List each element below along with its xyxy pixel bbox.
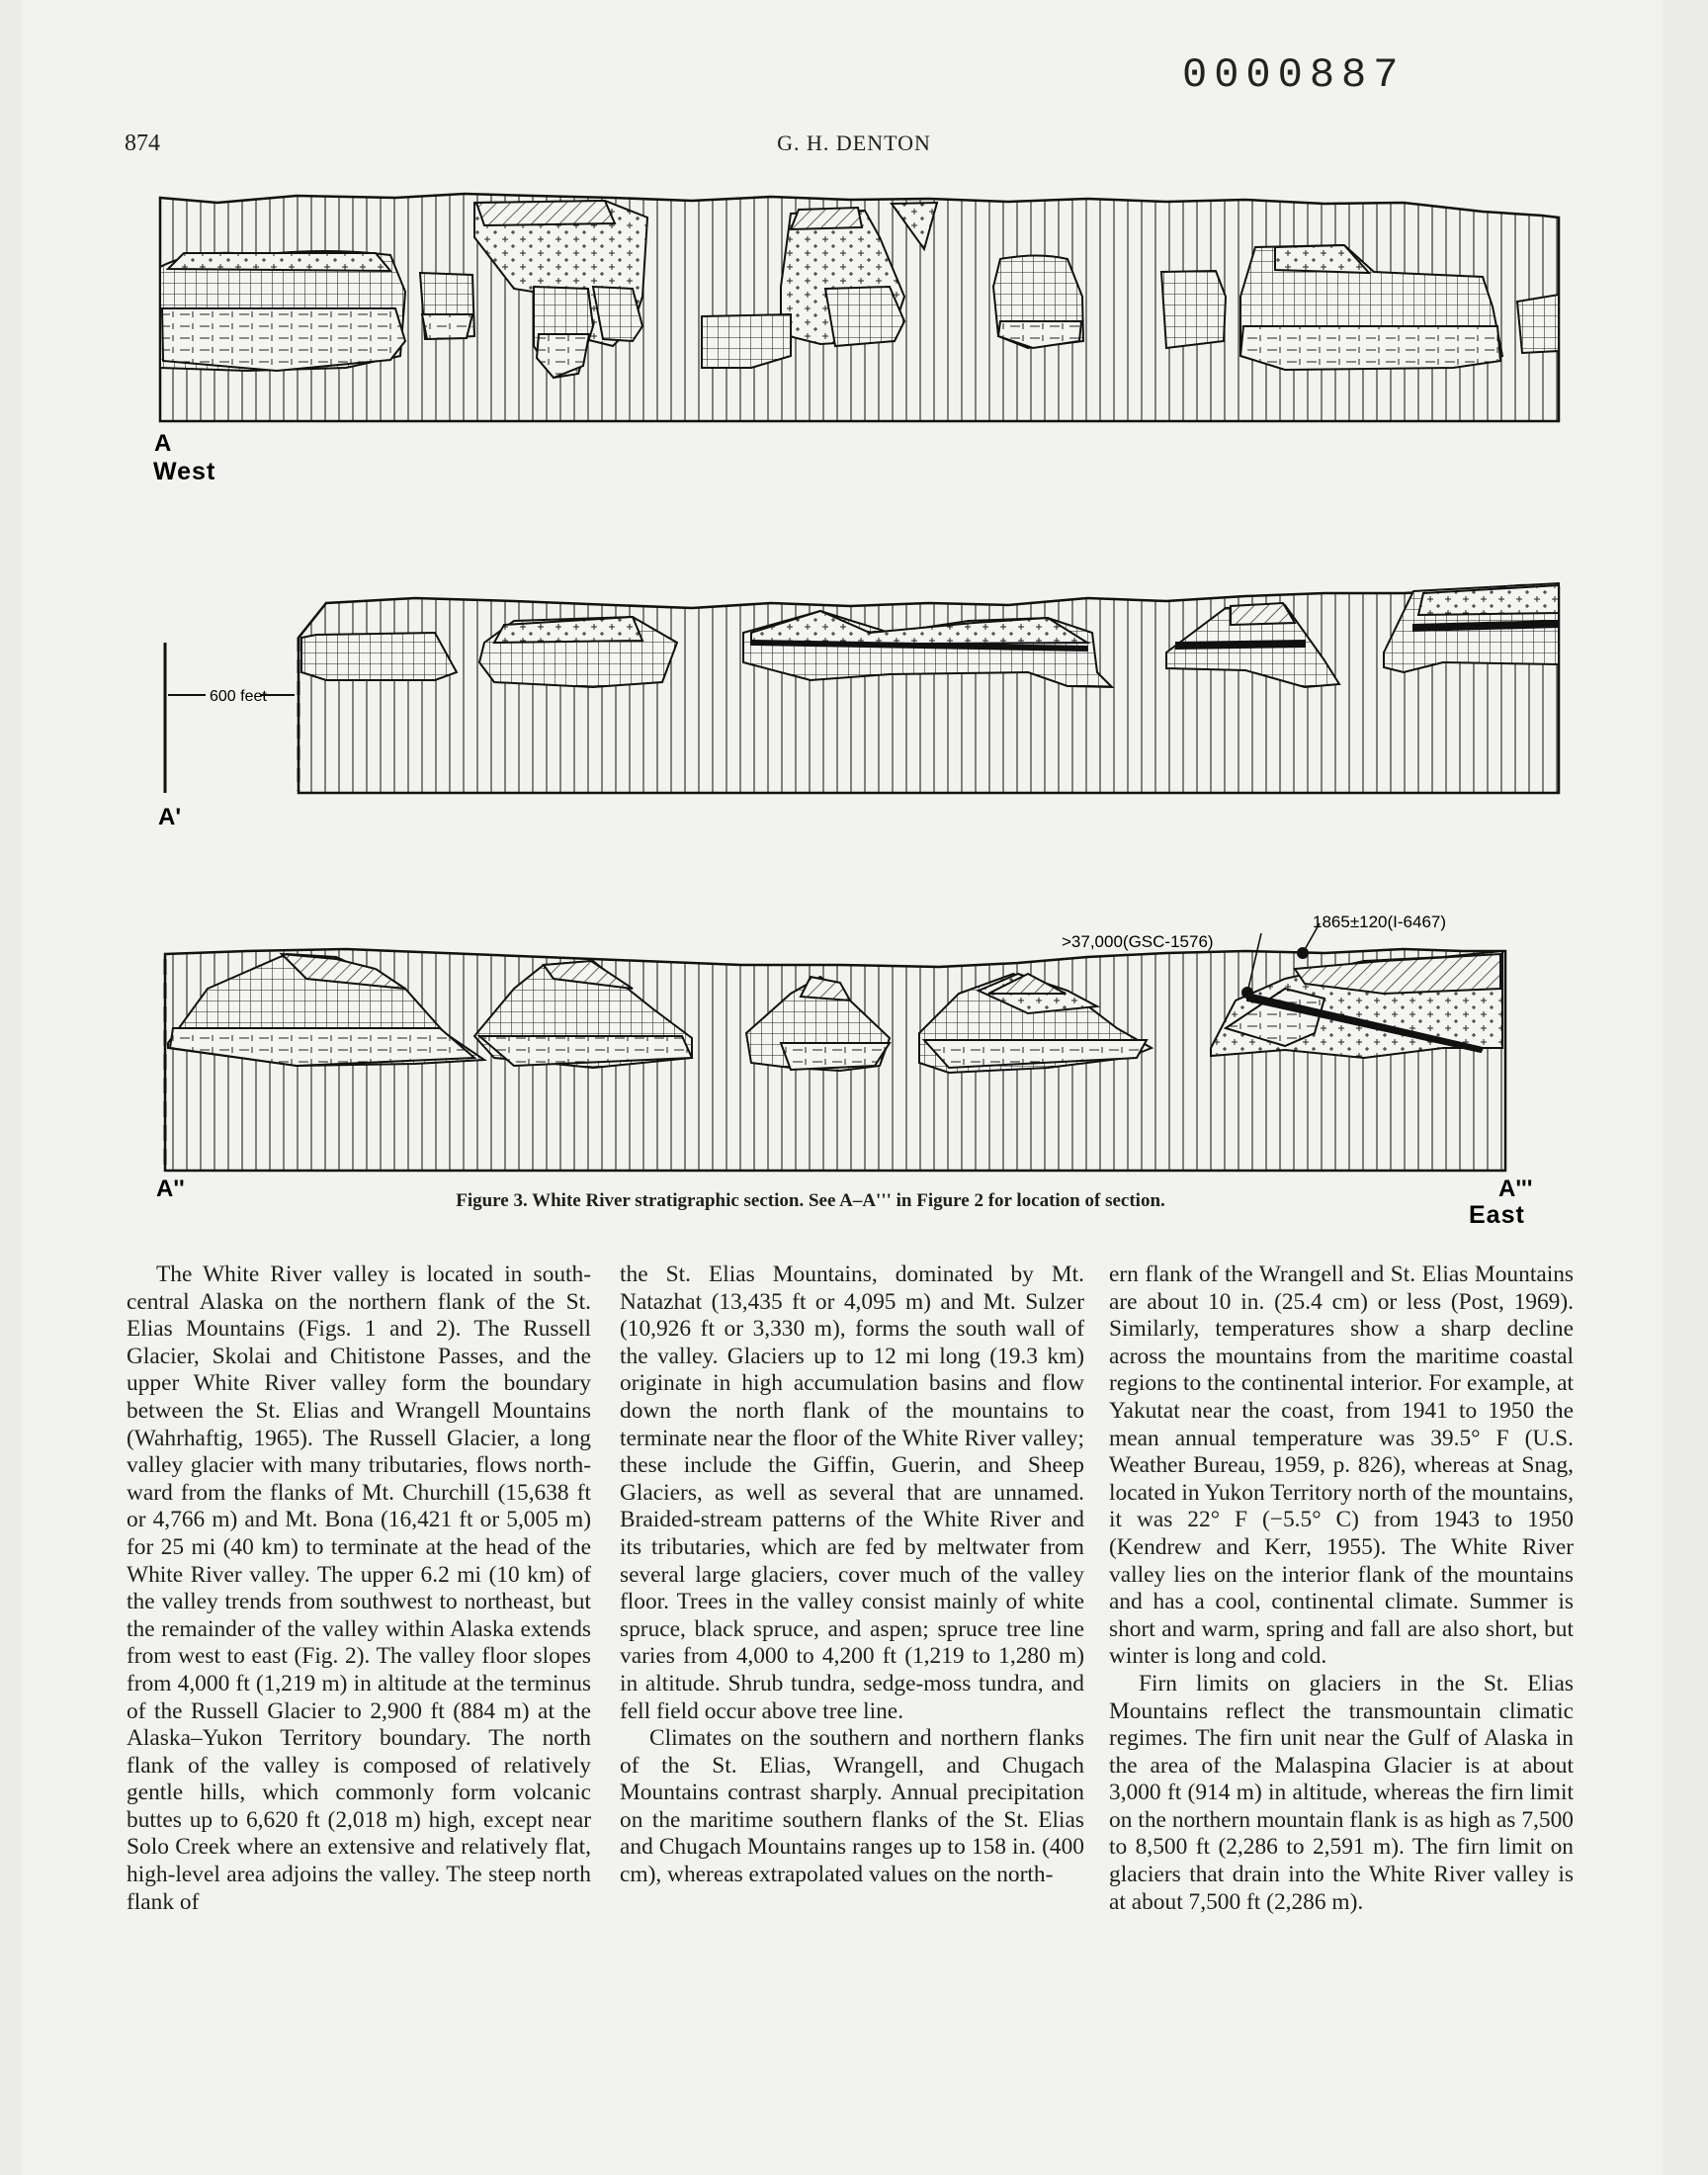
body-column-1 — [127, 1262, 591, 1916]
figure-caption: Figure 3. White River stratigraphic section. See A–A''' in Figure 2 for location of section. — [456, 1190, 1165, 1211]
archive-stamp: 0000887 — [1182, 51, 1406, 99]
page-number: 874 — [125, 130, 160, 156]
radiocarbon-date-1: >37,000(GSC-1576) — [1062, 932, 1214, 951]
label-east: East — [1469, 1201, 1525, 1229]
label-a-triple-prime: A''' — [1498, 1175, 1533, 1202]
paragraph: Climates on the southern and northern flanks of the St. Elias, Wrangell, and Chugach Mountains contrast sharply. Annual precipitation on the maritime southern flanks of the St. Elias and Chugach Mountains ranges up to 158 in. (400 cm), whereas extrapolated values on the north- — [620, 1725, 1084, 1888]
radiocarbon-date-2: 1865±120(I-6467) — [1313, 913, 1447, 931]
paragraph: the St. Elias Mountains, dominated by Mt. Natazhat (13,435 ft or 4,095 m) and Mt. Sulzer (10,926 ft or 3,330 m), forms the south wall of the valley. Glaciers up to 12 mi long (19.3 km) originate in high accumulation basins and flow down the north flank of the mountains to terminate near the floor of the White River valley; these include the Giffin, Guerin, and Sheep Glaciers, as well as several that are unnamed. Braided-stream patterns of the White River and its tributaries, which are fed by meltwater from several large glaciers, cover much of the valley floor. Trees in the valley consist mainly of white spruce, black spruce, and aspen; spruce tree line varies from 4,000 to 4,200 ft (1,219 to 1,280 m) in altitude. Shrub tundra, sedge-moss tundra, and fell field occur above tree line. — [620, 1262, 1084, 1724]
paragraph: Firn limits on glaciers in the St. Elias Mountains reflect the transmountain climatic regimes. The firn unit near the Gulf of Alaska in the area of the Malaspina Glacier is at about 3,000 ft (914 m) in altitude, whereas the firn limit on the northern mountain flank is as high as 7,500 to 8,500 ft (2,286 to 2,591 m). The firn limit on glaciers that drain into the White River valley is at about 7,500 ft (2,286 m). — [1109, 1670, 1574, 1915]
label-west: West — [153, 458, 216, 485]
label-a-double-prime: A'' — [156, 1175, 185, 1202]
section-panel-a-prime — [158, 583, 1559, 830]
section-panel-a — [153, 194, 1559, 485]
body-column-2 — [620, 1262, 1084, 1889]
label-a-prime: A' — [158, 804, 182, 830]
paragraph: ern flank of the Wrangell and St. Elias Mountains are about 10 in. (25.4 cm) or less (Post, 1969). Similarly, temperatures show a sharp decline across the mountains from the maritime coastal regions to the continental interior. For example, at Yakutat near the coast, from 1941 to 1950 the mean annual temperature was 39.5° F (U.S. Weather Bureau, 1959, p. 826), whereas at Snag, located in Yukon Territory north of the mountains, it was 22° F (−5.5° C) from 1943 to 1950 (Kendrew and Kerr, 1955). The White River valley lies on the interior flank of the mountains and has a cool, continental climate. Summer is short and warm, spring and fall are also short, but winter is long and cold. — [1109, 1262, 1574, 1670]
label-a: A — [154, 430, 172, 457]
section-panel-a-double-prime — [156, 913, 1532, 1229]
body-column-3 — [1109, 1262, 1574, 1916]
section-a-prime-background — [299, 585, 1559, 793]
running-head: G. H. DENTON — [777, 130, 931, 155]
scale-label: 600 feet — [210, 688, 267, 705]
paragraph: The White River valley is located in south-central Alaska on the northern flank of the St. Elias Mountains (Figs. 1 and 2). The Russell Glacier, Skolai and Chitistone Passes, and the upper White River valley form the boundary between the St. Elias and Wrangell Mountains (Wahrhaftig, 1965). The Russell Glacier, a long valley glacier with many tributaries, flows northward from the flanks of Mt. Churchill (15,638 ft or 4,766 m) and Mt. Bona (16,421 ft or 5,005 m) for 25 mi (40 km) to terminate at the head of the White River valley. The upper 6.2 mi (10 km) of the valley trends from southwest to northeast, but the remainder of the valley within Alaska extends from west to east (Fig. 2). The valley floor slopes from 4,000 ft (1,219 m) in altitude at the terminus of the Russell Glacier to 2,900 ft (884 m) at the Alaska–Yukon Territory boundary. The north flank of the valley is composed of relatively gentle hills, which commonly form volcanic buttes up to 6,620 ft (2,018 m) high, except near Solo Creek where an extensive and relatively flat, high-level area adjoins the valley. The steep north flank of — [127, 1262, 591, 1915]
